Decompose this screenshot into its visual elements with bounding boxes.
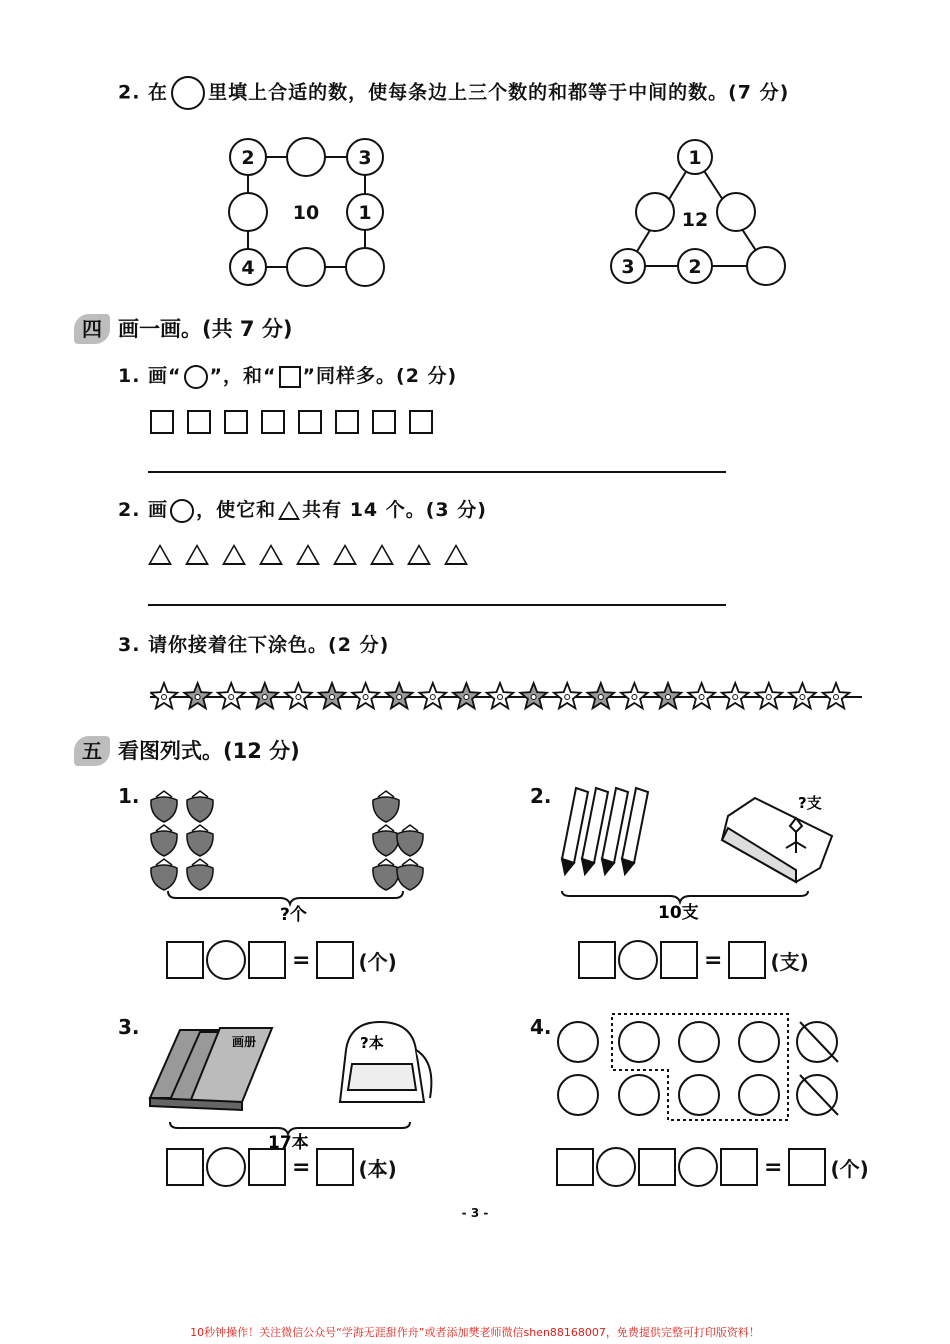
square-row xyxy=(150,410,446,438)
circle-shape xyxy=(619,1075,659,1115)
star-center-dot xyxy=(330,695,335,700)
books-picture xyxy=(140,1010,440,1160)
triangle-shape xyxy=(185,544,209,565)
circle-shape xyxy=(619,1022,659,1062)
star-center-dot xyxy=(834,695,839,700)
backpack-icon xyxy=(340,1022,431,1102)
star-center-dot xyxy=(733,695,738,700)
strawberry-leaf xyxy=(156,791,172,797)
circle-shape xyxy=(679,1022,719,1062)
puzzle-center-sum: 10 xyxy=(292,202,320,224)
strawberry-icon xyxy=(373,831,399,856)
strawberry-leaf xyxy=(156,859,172,865)
book-cover-label: 画册 xyxy=(232,1035,257,1049)
star-center-dot xyxy=(800,695,805,700)
strawberry-icon xyxy=(187,865,213,890)
section-4-title: 画一画。(共 7 分) xyxy=(118,317,293,341)
section-5-heading xyxy=(74,734,300,768)
brace-1-label: ?个 xyxy=(280,905,307,925)
square-shape xyxy=(409,410,433,434)
answer-line-2[interactable] xyxy=(148,604,726,606)
triangle-shape xyxy=(333,544,357,565)
circle-icon xyxy=(170,499,194,523)
brace-2 xyxy=(562,891,808,902)
puzzle-value-top-right: 3 xyxy=(358,147,372,169)
star-center-dot xyxy=(162,695,167,700)
circle-shape xyxy=(739,1075,779,1115)
operator-circle[interactable] xyxy=(596,1147,636,1187)
square-shape xyxy=(298,410,322,434)
strawberry-icon xyxy=(397,831,423,856)
answer-box[interactable] xyxy=(578,941,616,979)
square-shape xyxy=(372,410,396,434)
brace-3-label: 17本 xyxy=(268,1133,309,1153)
strawberry-icon xyxy=(187,831,213,856)
tri-center-sum: 12 xyxy=(681,209,709,231)
star-center-dot xyxy=(699,695,704,700)
s4q2-part-3: 共有 14 个。(3 分) xyxy=(302,499,487,521)
s4q1-part-3: ”同样多。(2 分) xyxy=(302,365,458,387)
tri-value-bottom-mid: 2 xyxy=(688,256,702,278)
equation-1 xyxy=(166,940,397,980)
problem-3-number: 3. xyxy=(118,1015,140,1039)
answer-box[interactable] xyxy=(248,1148,286,1186)
star-center-dot xyxy=(598,695,603,700)
strawberry-icon xyxy=(397,865,423,890)
star-center-dot xyxy=(229,695,234,700)
triangle-shape xyxy=(222,544,246,565)
star-center-dot xyxy=(430,695,435,700)
s4-question-2 xyxy=(118,495,487,523)
star-center-dot xyxy=(498,695,503,700)
unit-label: (个) xyxy=(358,949,397,974)
equals-sign: = xyxy=(764,1154,783,1180)
puzzle-node-bottom-mid[interactable] xyxy=(287,248,325,286)
puzzle-value-mid-right: 1 xyxy=(358,202,372,224)
operator-circle[interactable] xyxy=(618,940,658,980)
triangle-shape xyxy=(259,544,283,565)
brace-1 xyxy=(168,891,403,904)
answer-box[interactable] xyxy=(166,1148,204,1186)
s4q1-part-2: ”，和“ xyxy=(209,365,277,387)
strawberry-leaf xyxy=(156,825,172,831)
strawberry-icon xyxy=(187,797,213,822)
answer-line-1[interactable] xyxy=(148,471,726,473)
triangle-shape xyxy=(444,544,468,565)
circle-shape xyxy=(739,1022,779,1062)
star-center-dot xyxy=(195,695,200,700)
operator-circle[interactable] xyxy=(206,940,246,980)
answer-box[interactable] xyxy=(166,941,204,979)
tri-value-bottom-left: 3 xyxy=(621,256,635,278)
tri-node-left[interactable] xyxy=(636,193,674,231)
equals-sign: = xyxy=(292,947,311,973)
s4q2-part-1: 2. 画 xyxy=(118,499,169,521)
strawberry-leaf xyxy=(378,859,394,865)
section-5-badge: 五 xyxy=(74,736,110,766)
circle-shape xyxy=(679,1075,719,1115)
tri-node-bottom-right[interactable] xyxy=(747,247,785,285)
section-5-title: 看图列式。(12 分) xyxy=(118,739,300,763)
strawberry-leaf xyxy=(192,825,208,831)
operator-circle[interactable] xyxy=(678,1147,718,1187)
answer-box[interactable] xyxy=(788,1148,826,1186)
star-center-dot xyxy=(632,695,637,700)
square-shape xyxy=(261,410,285,434)
triangle-shape xyxy=(296,544,320,565)
puzzle-node-bottom-right[interactable] xyxy=(346,248,384,286)
tri-node-right[interactable] xyxy=(717,193,755,231)
equation-2 xyxy=(578,940,809,980)
strawberry-leaf xyxy=(192,791,208,797)
equation-4 xyxy=(556,1147,869,1187)
circle-icon xyxy=(184,365,208,389)
star-chain xyxy=(150,677,870,717)
s4q2-part-2: ，使它和 xyxy=(196,499,277,521)
circle-shape xyxy=(558,1075,598,1115)
answer-box[interactable] xyxy=(638,1148,676,1186)
star-center-dot xyxy=(397,695,402,700)
problem-4-number: 4. xyxy=(530,1015,552,1039)
q2-suffix: 里填上合适的数，使每条边上三个数的和都等于中间的数。(7 分) xyxy=(208,81,790,104)
puzzle-node-mid-left[interactable] xyxy=(229,193,267,231)
answer-box[interactable] xyxy=(248,941,286,979)
strawberry-leaf xyxy=(378,791,394,797)
strawberry-leaf xyxy=(402,825,418,831)
answer-box[interactable] xyxy=(316,1148,354,1186)
equation-3 xyxy=(166,1147,397,1187)
strawberry-icon xyxy=(373,865,399,890)
page-number: - 3 - xyxy=(461,1206,489,1220)
answer-box[interactable] xyxy=(556,1148,594,1186)
strawberry-icon xyxy=(373,797,399,822)
strawberry-icon xyxy=(151,831,177,856)
tri-value-top: 1 xyxy=(688,147,702,169)
operator-circle[interactable] xyxy=(206,1147,246,1187)
square-number-puzzle xyxy=(220,135,390,290)
triangle-number-puzzle xyxy=(600,135,800,290)
square-icon xyxy=(279,366,301,388)
s4-question-1 xyxy=(118,361,457,389)
problem-2-number: 2. xyxy=(530,784,552,808)
square-shape xyxy=(224,410,248,434)
answer-box[interactable] xyxy=(720,1148,758,1186)
strawberry-icon xyxy=(151,865,177,890)
star-center-dot xyxy=(262,695,267,700)
problem-1-number: 1. xyxy=(118,784,140,808)
circle-shape xyxy=(558,1022,598,1062)
strawberry-leaf xyxy=(378,825,394,831)
star-center-dot xyxy=(766,695,771,700)
triangle-row xyxy=(148,544,481,569)
star-center-dot xyxy=(296,695,301,700)
square-shape xyxy=(335,410,359,434)
section-4-badge: 四 xyxy=(74,314,110,344)
question-2-header xyxy=(118,76,789,110)
answer-box[interactable] xyxy=(728,941,766,979)
equals-sign: = xyxy=(704,947,723,973)
answer-box[interactable] xyxy=(660,941,698,979)
brace-2-label: 10支 xyxy=(658,903,699,923)
strawberry-icon xyxy=(151,797,177,822)
unit-label: (支) xyxy=(770,949,809,974)
strawberry-picture xyxy=(140,778,440,928)
star-center-dot xyxy=(666,695,671,700)
answer-box[interactable] xyxy=(316,941,354,979)
pencil-case-question: ?支 xyxy=(798,794,822,812)
square-shape xyxy=(150,410,174,434)
star-center-dot xyxy=(565,695,570,700)
square-shape xyxy=(187,410,211,434)
strawberry-leaf xyxy=(192,859,208,865)
triangle-shape xyxy=(148,544,172,565)
puzzle-value-bottom-left: 4 xyxy=(241,257,255,279)
backpack-question: ?本 xyxy=(360,1034,384,1052)
star-center-dot xyxy=(363,695,368,700)
equals-sign: = xyxy=(292,1154,311,1180)
star-center-dot xyxy=(531,695,536,700)
footer-note: 10秒钟操作！关注微信公众号“学海无涯甜作舟”或者添加樊老师微信shen88168007，免费提供完整可打印版资料！ xyxy=(190,1326,760,1339)
pencils-picture xyxy=(550,778,850,928)
s4q1-part-1: 1. 画“ xyxy=(118,365,182,387)
circle-blank-icon xyxy=(171,76,205,110)
triangle-icon xyxy=(278,501,300,520)
triangle-shape xyxy=(370,544,394,565)
puzzle-value-top-left: 2 xyxy=(241,147,255,169)
puzzle-node-top-mid[interactable] xyxy=(287,138,325,176)
section-4-heading xyxy=(74,312,292,346)
strawberry-leaf xyxy=(402,859,418,865)
triangle-shape xyxy=(407,544,431,565)
q2-prefix: 2. 在 xyxy=(118,81,169,104)
s4-question-3: 3. 请你接着往下涂色。(2 分) xyxy=(118,634,390,656)
unit-label: (个) xyxy=(830,1156,869,1181)
star-center-dot xyxy=(464,695,469,700)
unit-label: (本) xyxy=(358,1156,397,1181)
circles-picture xyxy=(550,1008,850,1133)
